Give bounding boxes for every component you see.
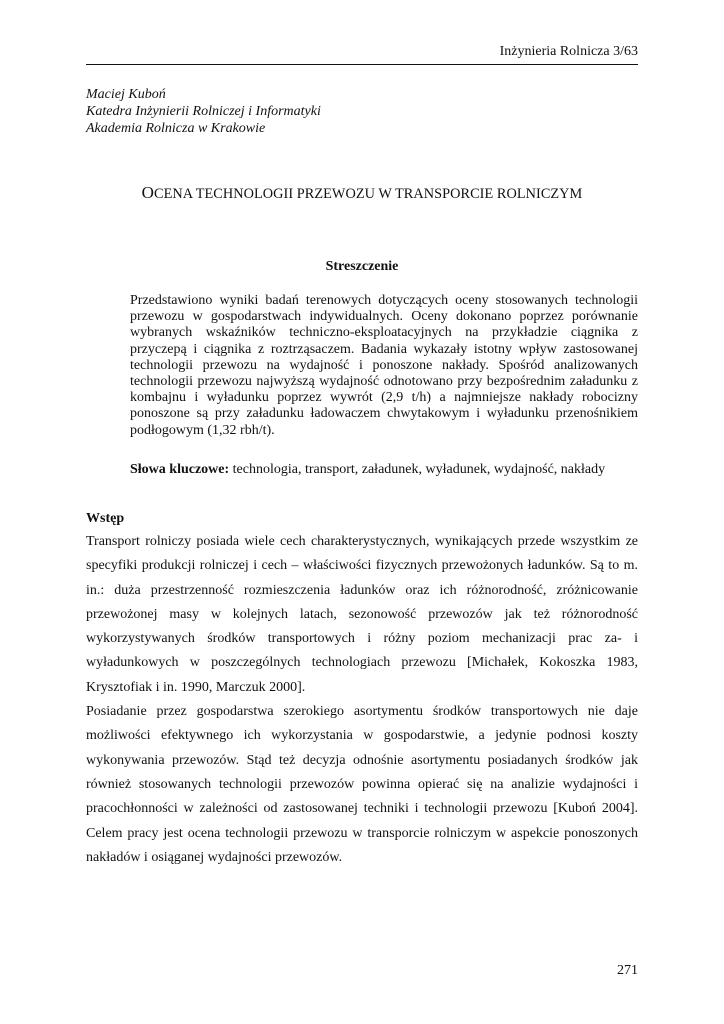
title-first-letter: O	[141, 183, 154, 202]
keywords-label: Słowa kluczowe:	[130, 462, 230, 477]
title-rest: CENA TECHNOLOGII PRZEWOZU W TRANSPORCIE ROLNICZYM	[154, 186, 583, 202]
section-heading-intro: Wstęp	[86, 511, 125, 526]
abstract-heading: Streszczenie	[325, 259, 399, 274]
intro-paragraph-2: Posiadanie przez gospodarstwa szerokiego asortymentu środków transportowych nie daje możliwości efektywnego ich wykorzystania w gospodarstwie, a jedynie podnosi koszty wykonywania przewozów. Stąd też decyzja odnośnie asortymentu posiadanych środków jak również stosowanych technologii przewozów powinna opierać się na analizie wydajności i pracochłonności w zależności od zastosowanej techniki i technologii przewozu [Kuboń 2004]. Celem pracy jest ocena technologii przewozu w transporcie rolniczym w aspekcie ponoszonych nakładów i osiąganej wydajności przewozów.	[86, 704, 638, 865]
keywords-line	[130, 462, 650, 478]
author-institution: Akademia Rolnicza w Krakowie	[86, 121, 266, 136]
paper-title	[86, 183, 638, 203]
abstract-text: Przedstawiono wyniki badań terenowych dotyczących oceny stosowanych technologii przewozu w gospodarstwach indywidualnych. Oceny dokonano poprzez porównanie wybranych wskaźników techniczno-eksploatacyjnych na przykładzie ciągnika z przyczepą i ciągnika z roztrząsaczem. Badania wykazały istotny wpływ zastosowanej technologii przewozu na wydajność i ponoszone nakłady. Spośród analizowanych technologii przewozu najwyższą wydajność odnotowano przy bezpośrednim załadunku z kombajnu i wyładunku poprzez wywrót (2,9 t/h) a najmniejsze nakłady robocizny ponoszone są przy załadunku ładowaczem chwytakowym i wyładunku przenośnikiem podłogowym (1,32 rbh/t).	[130, 293, 638, 438]
intro-paragraph-1: Transport rolniczy posiada wiele cech charakterystycznych, wynikających przede wszystkim ze specyfiki produkcji rolniczej i cech – właściwości fizycznych przewożonych ładunków. Są to m. in.: duża przestrzenność rozmieszczenia ładunków oraz ich różnorodność, zróżnicowanie przewożonej masy w kolejnych latach, sezonowość przewozów jak też różnorodność wykorzystywanych środków transportowych i różny poziom mechanizacji prac za- i wyładunkowych w poszczególnych technologiach przewozu [Michałek, Kokoszka 1983, Krysztofiak i in. 1990, Marczuk 2000].	[86, 534, 638, 695]
intro-body	[86, 530, 638, 870]
page-number: 271	[617, 963, 638, 978]
journal-name: Inżynieria Rolnicza 3/63	[499, 44, 638, 59]
running-header	[86, 44, 638, 65]
keywords-list: technologia, transport, załadunek, wyładunek, wydajność, nakłady	[232, 462, 606, 477]
author-department: Katedra Inżynierii Rolniczej i Informatyki	[86, 104, 321, 119]
author-block	[86, 86, 646, 137]
author-name: Maciej Kuboń	[86, 87, 166, 102]
